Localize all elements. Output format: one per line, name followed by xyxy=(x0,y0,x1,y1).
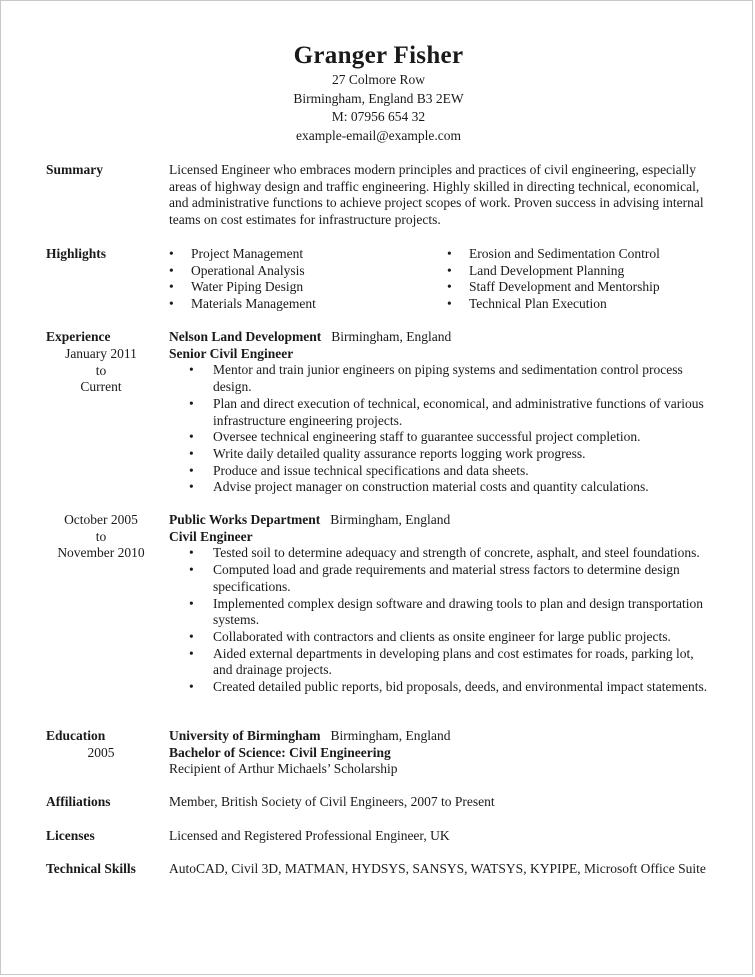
highlights-left-list xyxy=(169,246,439,313)
skills-text: AutoCAD, Civil 3D, MATMAN, HYDSYS, SANSYS, WATSYS, KYPIPE, Microsoft Office Suite xyxy=(169,861,706,876)
list-item: • Aided external departments in developing plans and cost estimates for roads, parking lot, and drainage projects. xyxy=(169,646,714,679)
job-company: Nelson Land Development xyxy=(169,329,322,344)
list-item: • Produce and issue technical specifications and data sheets. xyxy=(169,463,714,480)
summary-label: Summary xyxy=(46,162,103,177)
job-date-end: November 2010 xyxy=(57,545,145,561)
list-item: • Write daily detailed quality assurance reports logging work progress. xyxy=(169,446,714,463)
list-item: • Mentor and train junior engineers on piping systems and sedimentation control process design. xyxy=(169,362,714,395)
affiliations-text: Member, British Society of Civil Engineers, 2007 to Present xyxy=(169,794,495,809)
job-date-to: to xyxy=(95,362,107,378)
summary-text: Licensed Engineer who embraces modern principles and practices of civil engineering, especially areas of highway design and traffic engineering. Highly skilled in directing technical, economical, and administrative functions to achieve project scopes of work. Proven success in advising internal teams on cost estimates for infrastructure projects. xyxy=(169,162,704,228)
job-1-content xyxy=(169,329,714,496)
affiliations-label: Affiliations xyxy=(46,794,111,809)
job-2-dates xyxy=(41,512,161,562)
experience-label: Experience xyxy=(46,329,111,344)
job-location: Birmingham, England xyxy=(330,512,451,527)
job-date-to: to xyxy=(95,528,107,544)
job-1-dates xyxy=(41,346,161,396)
phone: M: 07956 654 32 xyxy=(331,109,426,124)
school-name: University of Birmingham xyxy=(169,728,321,743)
job-date-start: January 2011 xyxy=(65,346,137,361)
email: example-email@example.com xyxy=(296,127,461,143)
list-item: • Advise project manager on construction material costs and quantity calculations. xyxy=(169,479,714,496)
job-1-bullets xyxy=(169,362,714,496)
list-item: • Computed load and grade requirements and material stress factors to determine design specifications. xyxy=(169,562,714,595)
licenses-label: Licenses xyxy=(46,828,95,843)
list-item: • Tested soil to determine adequacy and strength of concrete, asphalt, and steel foundations. xyxy=(169,545,714,562)
list-item: • Created detailed public reports, bid proposals, deeds, and environmental impact statements. xyxy=(169,679,714,696)
job-date-start: October 2005 xyxy=(64,512,138,527)
job-location: Birmingham, England xyxy=(331,329,452,344)
resume-header xyxy=(1,41,755,145)
degree: Bachelor of Science: Civil Engineering xyxy=(169,744,391,760)
list-item: • Implemented complex design software and drawing tools to plan and design transportation systems. xyxy=(169,596,714,629)
list-item: • Technical Plan Execution xyxy=(447,296,717,313)
job-title: Civil Engineer xyxy=(169,528,253,544)
list-item: • Staff Development and Mentorship xyxy=(447,279,717,296)
job-2-content xyxy=(169,512,714,696)
address-line-1: 27 Colmore Row xyxy=(332,72,425,87)
list-item: • Project Management xyxy=(169,246,439,263)
job-date-end: Current xyxy=(80,379,122,395)
list-item: • Materials Management xyxy=(169,296,439,313)
list-item: • Land Development Planning xyxy=(447,263,717,280)
address-line-2: Birmingham, England B3 2EW xyxy=(293,90,464,106)
education-label: Education xyxy=(46,728,106,743)
list-item: • Operational Analysis xyxy=(169,263,439,280)
job-2-bullets xyxy=(169,545,714,695)
list-item: • Plan and direct execution of technical, economical, and administrative functions of various infrastructure engineering projects. xyxy=(169,396,714,429)
candidate-name: Granger Fisher xyxy=(293,42,464,69)
education-year: 2005 xyxy=(87,745,115,760)
list-item: • Water Piping Design xyxy=(169,279,439,296)
education-note: Recipient of Arthur Michaels’ Scholarship xyxy=(169,761,398,777)
skills-label: Technical Skills xyxy=(46,861,136,876)
job-company: Public Works Department xyxy=(169,512,321,527)
highlights-right-list xyxy=(447,246,717,313)
licenses-text: Licensed and Registered Professional Engineer, UK xyxy=(169,828,450,843)
education-content xyxy=(169,728,714,778)
school-location: Birmingham, England xyxy=(330,728,451,743)
job-title: Senior Civil Engineer xyxy=(169,345,294,361)
highlights-label: Highlights xyxy=(46,246,107,261)
list-item: • Erosion and Sedimentation Control xyxy=(447,246,717,263)
list-item: • Collaborated with contractors and clients as onsite engineer for large public projects. xyxy=(169,629,714,646)
list-item: • Oversee technical engineering staff to guarantee successful project completion. xyxy=(169,429,714,446)
